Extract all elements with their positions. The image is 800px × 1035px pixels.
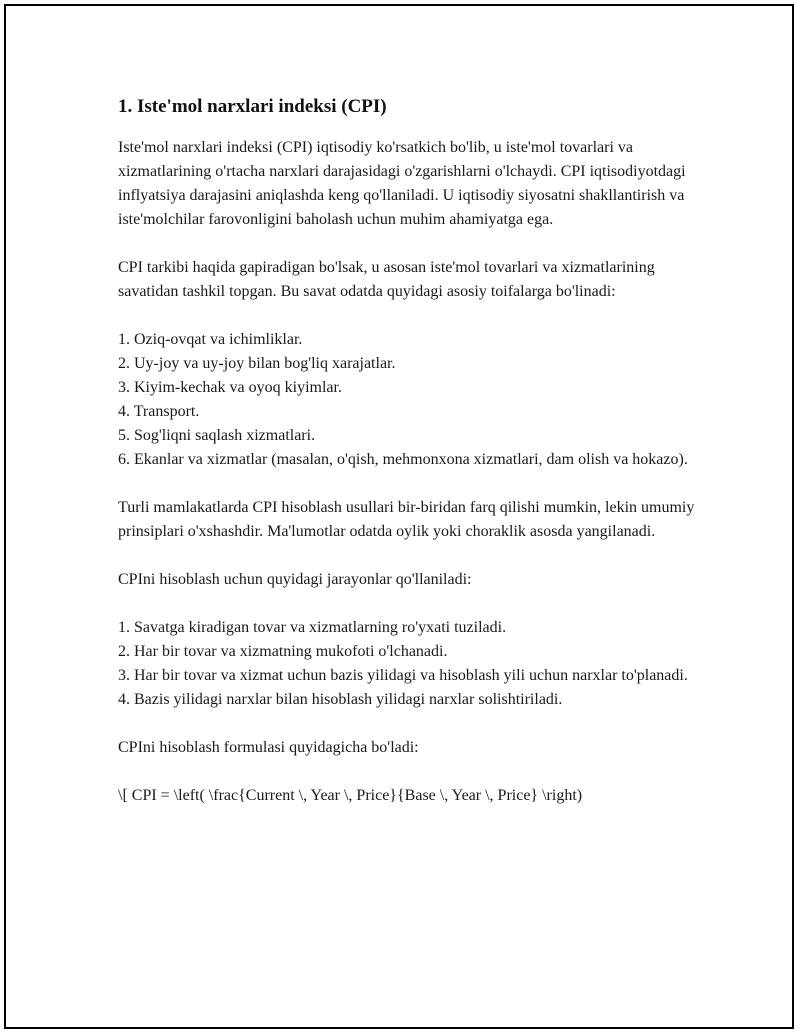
list-item: 3. Har bir tovar va xizmat uchun bazis yilidagi va hisoblash yili uchun narxlar to'planadi. — [118, 667, 688, 684]
list-item: 1. Oziq-ovqat va ichimliklar. — [118, 331, 303, 348]
methods-paragraph: Turli mamlakatlarda CPI hisoblash usullari bir-biridan farq qilishi mumkin, lekin umumiy prinsiplari o'xshashdir. Ma'lumotlar odatda oylik yoki choraklik asosda yangilanadi. — [118, 499, 695, 540]
list-item: 2. Har bir tovar va xizmatning mukofoti o'lchanadi. — [118, 643, 448, 660]
section-heading: 1. Iste'mol narxlari indeksi (CPI) — [118, 96, 387, 117]
list-item: 4. Transport. — [118, 403, 200, 420]
formula-text: \[ CPI = \left( \frac{Current \, Year \, Price}{Base \, Year \, Price} \right) — [118, 787, 583, 804]
composition-paragraph: CPI tarkibi haqida gapiradigan bo'lsak, u asosan iste'mol tovarlari va xizmatlarining savatidan tashkil topgan. Bu savat odatda quyidagi asosiy toifalarga bo'linadi: — [118, 259, 655, 300]
steps-list — [118, 616, 698, 712]
list-item: 2. Uy-joy va uy-joy bilan bog'liq xarajatlar. — [118, 355, 396, 372]
list-item: 4. Bazis yilidagi narxlar bilan hisoblash yilidagi narxlar solishtiriladi. — [118, 691, 563, 708]
list-item: 3. Kiyim-kechak va oyoq kiyimlar. — [118, 379, 342, 396]
list-item: 6. Ekanlar va xizmatlar (masalan, o'qish, mehmonxona xizmatlari, dam olish va hokazo). — [118, 451, 688, 468]
list-item: 5. Sog'liqni saqlash xizmatlari. — [118, 427, 316, 444]
process-intro-paragraph: CPIni hisoblash uchun quyidagi jarayonlar qo'llaniladi: — [118, 571, 472, 588]
document-body — [118, 94, 698, 808]
categories-list — [118, 328, 698, 472]
list-item: 1. Savatga kiradigan tovar va xizmatlarning ro'yxati tuziladi. — [118, 619, 507, 636]
formula-intro-paragraph: CPIni hisoblash formulasi quyidagicha bo'ladi: — [118, 739, 419, 756]
intro-paragraph: Iste'mol narxlari indeksi (CPI) iqtisodiy ko'rsatkich bo'lib, u iste'mol tovarlari va xizmatlarining o'rtacha narxlari darajasidagi o'zgarishlarni o'lchaydi. CPI iqtisodiyotdagi inflyatsiya darajasini aniqlashda keng qo'llaniladi. U iqtisodiy siyosatni shakllantirish va iste'molchilar farovonligini baholash uchun muhim ahamiyatga ega. — [118, 139, 686, 228]
